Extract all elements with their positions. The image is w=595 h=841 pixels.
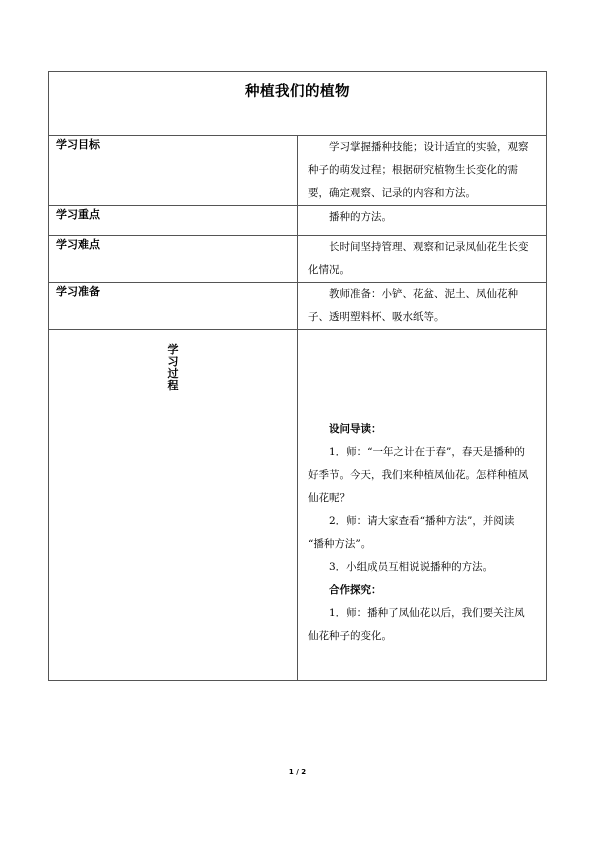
row-content: 长时间坚持管理、观察和记录凤仙花生长变化情况。 bbox=[308, 241, 529, 276]
content-cell bbox=[298, 236, 547, 283]
section-heading-cooperative-inquiry: 合作探究： bbox=[329, 584, 382, 596]
label-char: 学 bbox=[167, 343, 179, 356]
list-item: 2．师：请大家查看“播种方法”，并阅读 “播种方法”。 bbox=[308, 515, 515, 550]
table-row-process bbox=[49, 330, 547, 681]
label-cell bbox=[49, 283, 298, 330]
lesson-plan-table bbox=[48, 71, 547, 681]
label-char: 习 bbox=[167, 355, 179, 368]
document-title: 种植我们的植物 bbox=[245, 84, 350, 100]
process-label-cell bbox=[49, 330, 298, 681]
row-content: 播种的方法。 bbox=[329, 211, 392, 223]
label-char: 程 bbox=[167, 379, 179, 392]
table-row-preparation bbox=[49, 283, 547, 330]
process-body bbox=[298, 330, 546, 648]
table-row-goals bbox=[49, 136, 547, 206]
row-label: 学习重点 bbox=[56, 208, 100, 221]
process-content-cell bbox=[298, 330, 547, 681]
content-cell bbox=[298, 136, 547, 206]
list-item: 1．师：播种了凤仙花以后，我们要关注凤仙花种子的变化。 bbox=[308, 607, 525, 642]
table-row-focus bbox=[49, 206, 547, 236]
process-label bbox=[166, 344, 180, 392]
list-item: 3．小组成员互相说说播种的方法。 bbox=[329, 561, 494, 573]
label-cell bbox=[49, 236, 298, 283]
section-heading-guided-reading: 设问导读： bbox=[329, 423, 382, 435]
list-item: 1．师：“一年之计在于春”，春天是播种的好季节。今天，我们来种植凤仙花。怎样种植凤仙花呢？ bbox=[308, 446, 529, 504]
label-cell bbox=[49, 136, 298, 206]
content-cell bbox=[298, 206, 547, 236]
row-content: 学习掌握播种技能；设计适宜的实验，观察种子的萌发过程；根据研究植物生长变化的需要，确定观察、记录的内容和方法。 bbox=[308, 141, 529, 199]
row-label: 学习目标 bbox=[56, 138, 100, 151]
table-row-difficulty bbox=[49, 236, 547, 283]
label-char: 过 bbox=[167, 367, 179, 380]
row-content: 教师准备：小铲、花盆、泥土、凤仙花种子、透明塑料杯、吸水纸等。 bbox=[308, 288, 518, 323]
title-cell bbox=[49, 72, 547, 136]
label-cell bbox=[49, 206, 298, 236]
page-number: 1 / 2 bbox=[288, 768, 307, 776]
title-row bbox=[49, 72, 547, 136]
content-cell bbox=[298, 283, 547, 330]
row-label: 学习难点 bbox=[56, 238, 100, 251]
row-label: 学习准备 bbox=[56, 285, 100, 298]
